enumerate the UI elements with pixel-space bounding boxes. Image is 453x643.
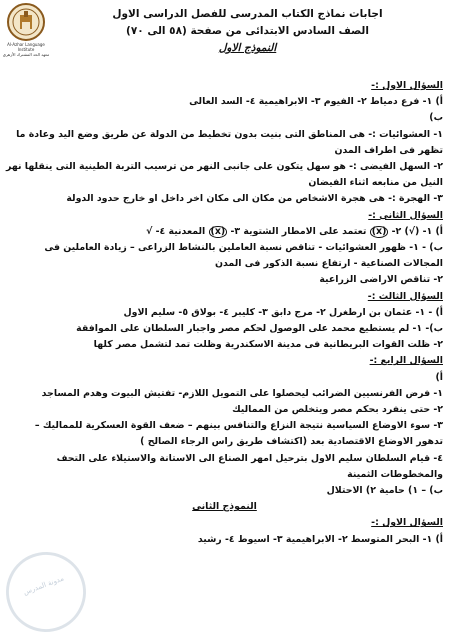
q3-b2: ٢- ظلت القوات البريطانية فى مدينة الاسكندرية وظلت تمد لتشمل مصر كلها [93,339,443,351]
q2-a-start: أ) ١- (√) ٢- [388,225,443,237]
logo-caption-en: Al-Azhar Language Institute [7,42,45,52]
q2-part-b: ب) - ١- ظهور العشوائيات - تناقص نسبة العاملين بالنشاط الزراعى – زيادة العاملين فى المجالات الصناعية - ارتفاع نسبة الذكور فى المدن [44,242,443,270]
school-emblem-icon [6,2,46,42]
q1-b1: ١- العشوائيات :- هى المناطق التى بنيت بدون تخطيط من الدولة عن طريق وضع اليد وعادة ما تظهر فى اطراف المدن [16,128,443,156]
q2-b2: ٢- تناقص الاراضى الزراعية [319,274,443,286]
q4-a3: ٣- سوء الاوضاع السياسية نتيجة النزاع والتنافس بينهم – ضعف القوة العسكرية للمماليك – تدهور الاوضاع الاقتصادية بعد (اكتشاف طريق راس الرجاء الصالح ) [34,420,443,448]
q4-a1: ١- فرض الفرنسيين الضرائب ليحصلوا على التمويل اللازم- تفتيش البيوت وهدم المساجد [41,387,443,399]
q1-part-a: أ) ١- فرع دمياط ٢- الفيوم ٣- الابراهيمية ٤- السد العالى [189,96,443,108]
header-subtitle: الصف السادس الابتدائى من صفحة (٥٨ الى ٧٠) [126,25,369,37]
logo-caption-ar: معهد الحد المشترك الأزهري [2,52,50,57]
q4-part-b: ب) – ١) حامية ٢) الاحتلال [326,485,443,497]
model1-title: النموذج الاول [218,42,277,54]
document-header [50,6,445,57]
q4-part-a-label: أ) [435,371,443,383]
logo-caption [2,42,50,57]
model2-title: النموذج الثانى [192,501,257,513]
q1-b2: ٢- السهل الفيضى :- هو سهل يتكون على جانبى النهر من ترسيب التربة الطينية التى ينقلها نهر النيل من منابعه اثناء الفيضان [6,161,443,189]
model2-q1-title: السؤال الاول :- [371,517,443,529]
q4-a2: ٢- حتى ينفرد بحكم مصر ويتخلص من المماليك [232,404,443,416]
blog-watermark-stamp [0,541,97,643]
model2-q1-part-a: أ) ١- البحر المتوسط ٢- الابراهيمية ٣- اسيوط ٤- رشيد [197,533,443,545]
q3-part-b: ب)- ١- لم يستطيع محمد على الوصول لحكم مصر واجبار السلطان على الموافقة [76,323,443,335]
answers-body [6,78,443,548]
header-title: اجابات نماذج الكتاب المدرسى للفصل الدراسى الاول [112,8,383,20]
q1-b3: ٣- الهجرة :- هى هجرة الاشخاص من مكان الى مكان اخر داخل او خارج حدود الدولة [66,193,443,205]
q2-title: السؤال الثانى :- [368,209,443,221]
watermark-text: مدونة المدرس [22,574,65,597]
q2-part-a [6,224,443,240]
q2-a-mid: تعتمد على الامطار الشتوية ٣- [227,225,370,237]
q2-a-mark-2: (x) [210,225,226,237]
q3-part-a: أ) - ١- عثمان بن ارطغرل ٢- مرج دابق ٣- كليبر ٤- بولاق ٥- سليم الاول [123,306,443,318]
q4-a4: ٤- قيام السلطان سليم الاول بترحيل امهر الصناع الى الاستانة والاستيلاء على التحف والمخطوطات الثمينة [56,452,443,480]
q1-title: السؤال الاول :- [371,80,443,91]
q3-title: السؤال الثالث :- [367,290,443,302]
q2-a-end: المعدنية ٤- √ [146,225,209,237]
q2-a-mark-1: (x) [371,225,387,237]
q4-title: السؤال الرابع :- [369,355,443,367]
q1-part-b-label: ب) [429,112,443,124]
